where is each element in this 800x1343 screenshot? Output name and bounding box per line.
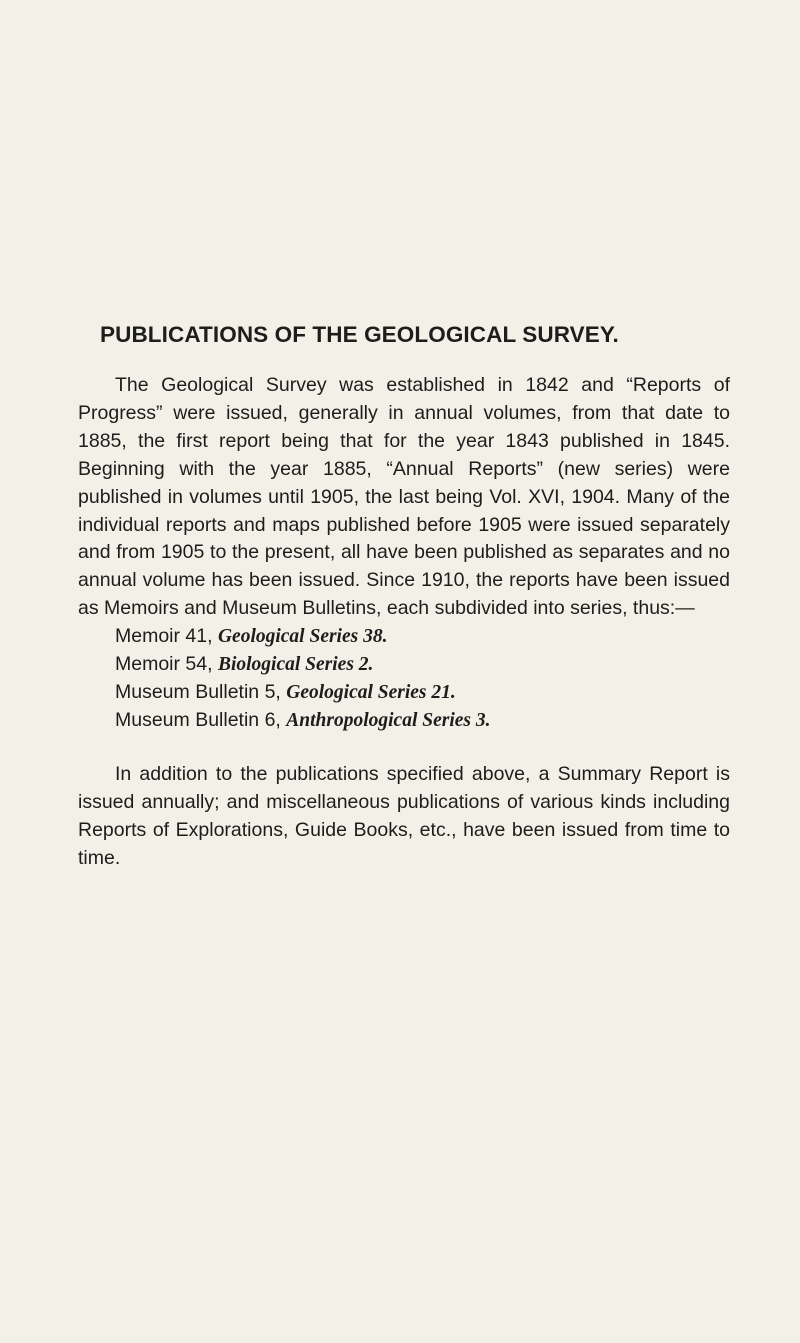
intro-paragraph: The Geological Survey was established in 1842 and “Reports of Progress” were issued, generally in annual volumes, from that date to 1885, the first report being that for the year 1843 published in 1845. Beginning with the year 1885, “Annual Reports” (new series) were published in volumes until 1905, the last being Vol. XVI, 1904. Many of the individual reports and maps published before 1905 were issued separately and from 1905 to the present, all have been published as separates and no annual volume has been issued. Since 1910, the reports have been issued as Memoirs and Museum Bulletins, each subdivided into series, thus:— bbox=[78, 374, 730, 620]
list-item bbox=[78, 651, 730, 679]
series-examples-list bbox=[78, 623, 730, 735]
publication-number: Museum Bulletin 5, bbox=[115, 680, 287, 703]
publication-number: Museum Bulletin 6, bbox=[115, 708, 287, 731]
publication-number: Memoir 41, bbox=[115, 625, 218, 648]
series-name: Geological Series 21. bbox=[286, 681, 456, 703]
series-name: Anthropological Series 3. bbox=[286, 709, 491, 731]
series-name: Geological Series 38. bbox=[217, 626, 388, 648]
page-title: PUBLICATIONS OF THE GEOLOGICAL SURVEY. bbox=[100, 322, 619, 347]
series-name: Biological Series 2. bbox=[217, 654, 374, 676]
list-item bbox=[78, 623, 730, 651]
list-item bbox=[78, 707, 730, 735]
list-item bbox=[78, 679, 730, 707]
closing-paragraph: In addition to the publications specified above, a Summary Report is issued annually; and miscellaneous publications of various kinds including Reports of Explorations, Guide Books, etc., have been issued from time to time. bbox=[78, 762, 730, 869]
document-body bbox=[78, 372, 730, 872]
publication-number: Memoir 54, bbox=[115, 653, 218, 676]
